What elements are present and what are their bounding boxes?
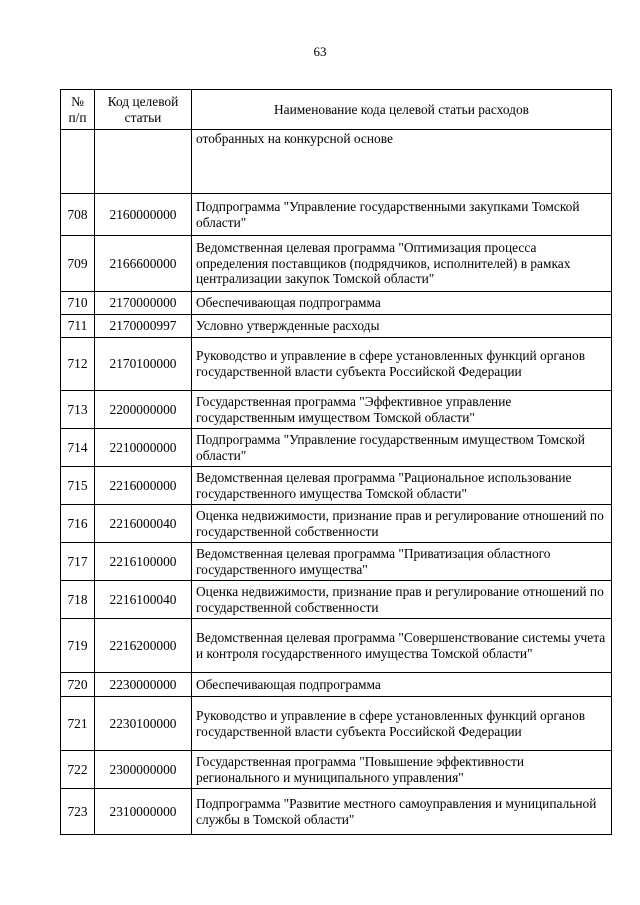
table-row [61, 697, 612, 751]
continuation-code [95, 130, 192, 194]
header-code: Код целевой статьи [95, 90, 192, 130]
row-name: Ведомственная целевая программа "Оптимизация процесса определения поставщиков (подрядчиков, исполнителей) в рамках централизации закупок Томской области" [192, 236, 612, 292]
row-code: 2216100040 [95, 581, 192, 619]
header-num: № п/п [61, 90, 95, 130]
row-code: 2210000000 [95, 429, 192, 467]
row-name: Государственная программа "Эффективное управление государственным имуществом Томской области" [192, 391, 612, 429]
row-num: 714 [61, 429, 95, 467]
row-name: Оценка недвижимости, признание прав и регулирование отношений по государственной собственности [192, 581, 612, 619]
row-code: 2166600000 [95, 236, 192, 292]
row-code: 2300000000 [95, 751, 192, 789]
target-article-codes-table [60, 89, 612, 835]
row-num: 710 [61, 292, 95, 315]
row-num: 717 [61, 543, 95, 581]
continuation-num [61, 130, 95, 194]
row-name: Оценка недвижимости, признание прав и регулирование отношений по государственной собственности [192, 505, 612, 543]
table-row [61, 789, 612, 835]
table-row [61, 292, 612, 315]
row-num: 708 [61, 194, 95, 236]
row-num: 711 [61, 315, 95, 338]
row-code: 2200000000 [95, 391, 192, 429]
table-row [61, 236, 612, 292]
table-row [61, 543, 612, 581]
row-num: 715 [61, 467, 95, 505]
row-name: Подпрограмма "Управление государственным имуществом Томской области" [192, 429, 612, 467]
row-name: Руководство и управление в сфере установленных функций органов государственной власти субъекта Российской Федерации [192, 697, 612, 751]
row-name: Государственная программа "Повышение эффективности регионального и муниципального управления" [192, 751, 612, 789]
row-code: 2310000000 [95, 789, 192, 835]
row-name: Руководство и управление в сфере установленных функций органов государственной власти субъекта Российской Федерации [192, 338, 612, 391]
table-row [61, 315, 612, 338]
row-name: Ведомственная целевая программа "Рациональное использование государственного имущества Томской области" [192, 467, 612, 505]
page-number: 63 [313, 44, 327, 59]
row-code: 2230100000 [95, 697, 192, 751]
table-row [61, 673, 612, 697]
row-num: 723 [61, 789, 95, 835]
row-num: 712 [61, 338, 95, 391]
table-row [61, 751, 612, 789]
row-code: 2170000000 [95, 292, 192, 315]
table-row [61, 338, 612, 391]
table-row [61, 391, 612, 429]
row-name: Обеспечивающая подпрограмма [192, 292, 612, 315]
row-code: 2216000040 [95, 505, 192, 543]
row-num: 720 [61, 673, 95, 697]
row-num: 709 [61, 236, 95, 292]
table-row [61, 581, 612, 619]
row-num: 721 [61, 697, 95, 751]
row-code: 2170000997 [95, 315, 192, 338]
table-row [61, 619, 612, 673]
header-name: Наименование кода целевой статьи расходов [192, 90, 612, 130]
row-name: Подпрограмма "Управление государственными закупками Томской области" [192, 194, 612, 236]
row-code: 2230000000 [95, 673, 192, 697]
row-name: Подпрограмма "Развитие местного самоуправления и муниципальной службы в Томской области" [192, 789, 612, 835]
row-num: 713 [61, 391, 95, 429]
table-row [61, 194, 612, 236]
row-num: 719 [61, 619, 95, 673]
row-name: Условно утвержденные расходы [192, 315, 612, 338]
row-code: 2216200000 [95, 619, 192, 673]
row-num: 718 [61, 581, 95, 619]
table-row [61, 429, 612, 467]
continuation-row [61, 130, 612, 194]
row-name: Ведомственная целевая программа "Приватизация областного государственного имущества" [192, 543, 612, 581]
row-code: 2170100000 [95, 338, 192, 391]
table-row [61, 467, 612, 505]
table-row [61, 505, 612, 543]
row-code: 2216100000 [95, 543, 192, 581]
row-code: 2216000000 [95, 467, 192, 505]
row-name: Обеспечивающая подпрограмма [192, 673, 612, 697]
table-header-row [61, 90, 612, 130]
row-num: 716 [61, 505, 95, 543]
row-code: 2160000000 [95, 194, 192, 236]
row-num: 722 [61, 751, 95, 789]
continuation-name: отобранных на конкурсной основе [192, 130, 612, 194]
row-name: Ведомственная целевая программа "Совершенствование системы учета и контроля государственного имущества Томской области" [192, 619, 612, 673]
